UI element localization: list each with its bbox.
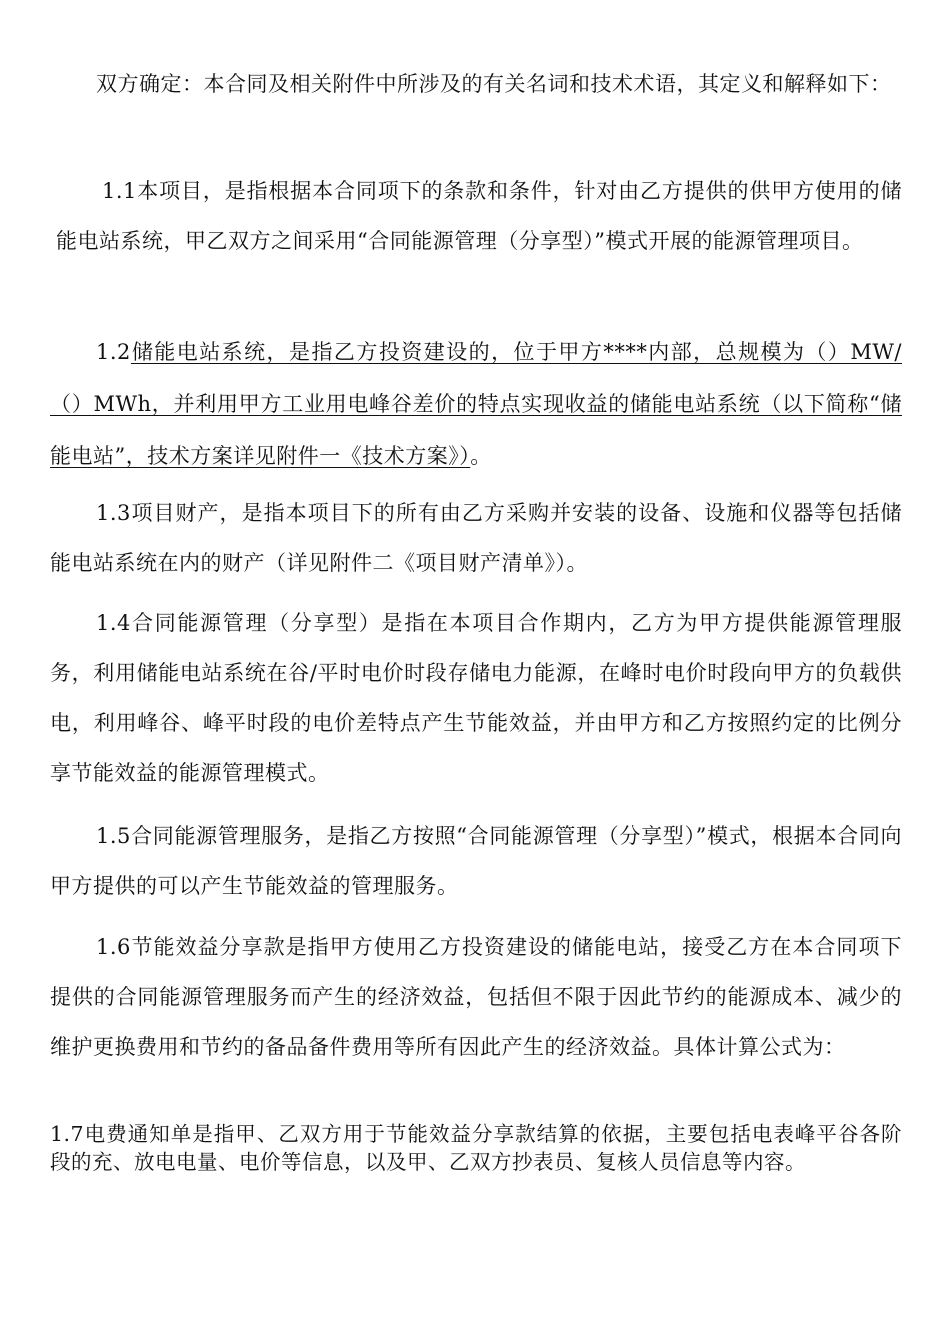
clause-text-underlined: 储能电站系统，是指乙方投资建设的，位于甲方****内部，总规模为（）MW/（）MWh，并利用甲方工业用电峰谷差价的特点实现收益的储能电站系统（以下简称“储能电站”，技术方案详见附件一《技术方案》） xyxy=(50,340,902,468)
clause-number: 1.6 xyxy=(96,935,131,959)
intro-paragraph xyxy=(50,58,902,110)
clause-text: 合同能源管理（分享型）是指在本项目合作期内，乙方为甲方提供能源管理服务，利用储能电站系统在谷/平时电价时段存储电力能源，在峰时电价时段向甲方的负载供电，利用峰谷、峰平时段的电价差特点产生节能效益，并由甲方和乙方按照约定的比例分享节能效益的能源管理模式。 xyxy=(50,611,902,785)
clause-number: 1.4 xyxy=(96,611,131,635)
clause-text: 节能效益分享款是指甲方使用乙方投资建设的储能电站，接受乙方在本合同项下提供的合同能源管理服务而产生的经济效益，包括但不限于因此节约的能源成本、减少的维护更换费用和节约的备品备件费用等所有因此产生的经济效益。具体计算公式为： xyxy=(50,935,902,1059)
clause-text: 项目财产，是指本项目下的所有由乙方采购并安装的设备、设施和仪器等包括储能电站系统在内的财产（详见附件二《项目财产清单》）。 xyxy=(50,501,902,575)
clause-number: 1.7 xyxy=(50,1122,85,1146)
clause-number: 1.1 xyxy=(102,179,137,203)
clause-number: 1.3 xyxy=(96,501,131,525)
clause-text: 本项目，是指根据本合同项下的条款和条件，针对由乙方提供的供甲方使用的储能电站系统，甲乙双方之间采用“合同能源管理（分享型）”模式开展的能源管理项目。 xyxy=(56,179,902,253)
clause-text: 电费通知单是指甲、乙双方用于节能效益分享款结算的依据，主要包括电表峰平谷各阶段的充、放电电量、电价等信息，以及甲、乙双方抄表员、复核人员信息等内容。 xyxy=(50,1122,902,1174)
clause-1-6 xyxy=(50,922,902,1072)
clause-1-7 xyxy=(50,1120,902,1176)
clause-1-2 xyxy=(50,326,902,482)
clause-number: 1.5 xyxy=(96,824,131,848)
clause-number: 1.2 xyxy=(96,340,131,364)
intro-text: 双方确定：本合同及相关附件中所涉及的有关名词和技术术语，其定义和解释如下： xyxy=(96,72,892,96)
clause-1-5 xyxy=(50,811,902,911)
clause-1-3 xyxy=(50,488,902,588)
clause-text: 合同能源管理服务，是指乙方按照“合同能源管理（分享型）”模式，根据本合同向甲方提供的可以产生节能效益的管理服务。 xyxy=(50,824,902,898)
clause-tail: 。 xyxy=(470,444,492,468)
clause-1-4 xyxy=(50,598,902,798)
clause-1-1 xyxy=(56,166,902,266)
